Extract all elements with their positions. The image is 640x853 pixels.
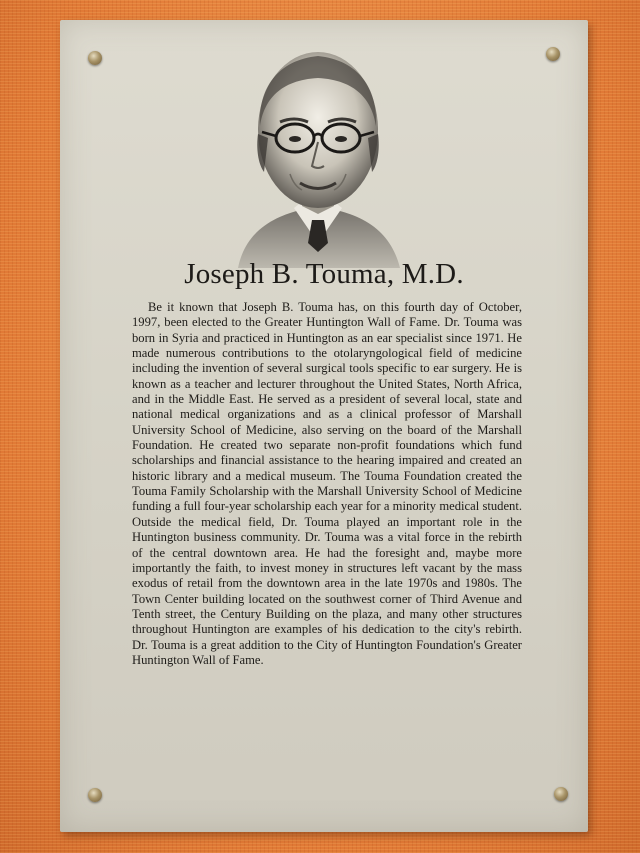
biography-text: Be it known that Joseph B. Touma has, on this fourth day of October, 1997, been elected to the Greater Huntington Wall of Fame. Dr. Touma was born in Syria and practiced in Huntington as an ear specialist since 1971. He made numerous contributions to the otolaryngological field of medicine including the invention of several surgical tools specific to ear surgery. He is known as a teacher and lecturer throughout the United States, North Africa, and in the Middle East. He served as a president of several local, state and national medical organizations and as a clinical professor of Marshall University School of Medicine, also serving on the board of the Marshall Foundation. He created two separate non-profit foundations which fund scholarships and financial assistance to the hearing impaired and created an historic library and a medical museum. The Touma Foundation created the Touma Family Scholarship with the Marshall University School of Medicine funding a full four-year scholarship each year for a minority medical student. Outside the medical field, Dr. Touma played an important role in the Huntington business community. Dr. Touma was a vital force in the rebirth of the central downtown area. He had the foresight and, maybe more importantly the faith, to invest money in structures left vacant by the mass exodus of retail from the downtown area in the late 1970s and 1980s. The Town Center building located on the southwest corner of Third Avenue and Tenth street, the Century Building on the plaza, and many other structures throughout Huntington are examples of his dedication to the city's rebirth. Dr. Touma is a great addition to the City of Huntington Foundation's Greater Huntington Wall of Fame. (132, 300, 522, 667)
screw-top-left (88, 51, 102, 65)
honoree-name: Joseph B. Touma, M.D. (184, 258, 464, 290)
screw-top-right (546, 47, 560, 61)
portrait-photo (228, 38, 408, 268)
memorial-plaque (60, 20, 588, 832)
screw-bottom-right (554, 787, 568, 801)
screw-bottom-left (88, 788, 102, 802)
